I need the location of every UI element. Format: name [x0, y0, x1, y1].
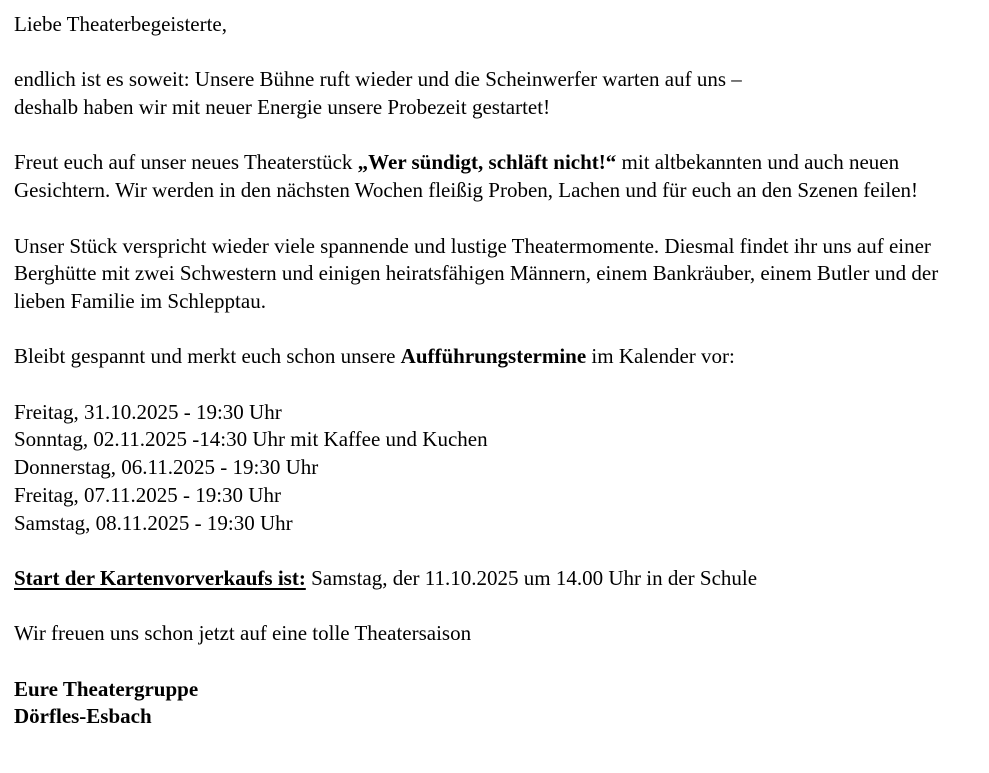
date-item: Samstag, 08.11.2025 - 19:30 Uhr — [14, 510, 293, 535]
dates-intro-suffix: im Kalender vor: — [586, 344, 735, 369]
signature-line-1: Eure Theatergruppe — [14, 676, 199, 701]
dates-intro-paragraph — [14, 343, 979, 371]
greeting-text: Liebe Theaterbegeisterte, — [14, 12, 227, 36]
play-paragraph — [14, 149, 979, 204]
play-suffix: mit altbekannten und auch neuen Gesichtern. Wir werden in den nächsten Wochen fleißig Proben, Lachen und für euch an den Szenen feilen! — [14, 150, 919, 203]
date-item: Donnerstag, 06.11.2025 - 19:30 Uhr — [14, 455, 319, 480]
signature — [14, 676, 979, 731]
date-item: Sonntag, 02.11.2025 -14:30 Uhr mit Kaffee und Kuchen — [14, 427, 488, 452]
date-item: Freitag, 07.11.2025 - 19:30 Uhr — [14, 482, 281, 507]
presale-label: Start der Kartenvorverkaufs ist: — [14, 565, 306, 590]
play-title: „Wer sündigt, schläft nicht!“ — [357, 150, 617, 175]
dates-list — [14, 399, 979, 538]
description-paragraph: Unser Stück verspricht wieder viele spannende und lustige Theatermomente. Diesmal findet ihr uns auf einer Berghütte mit zwei Schwestern und einigen heiratsfähigen Männern, einem Bankräuber, einem Butler und der lieben Familie im Schlepptau. — [14, 233, 939, 313]
signature-line-2: Dörfles-Esbach — [14, 704, 152, 729]
intro-paragraph — [14, 66, 979, 121]
intro-line-1: endlich ist es soweit: Unsere Bühne ruft wieder und die Scheinwerfer warten auf uns – — [14, 67, 742, 92]
date-item: Freitag, 31.10.2025 - 19:30 Uhr — [14, 399, 282, 424]
presale-paragraph — [14, 565, 979, 593]
dates-intro-prefix: Bleibt gespannt und merkt euch schon unsere — [14, 344, 401, 369]
letter-document — [14, 11, 979, 759]
presale-text: Samstag, der 11.10.2025 um 14.00 Uhr in der Schule — [305, 565, 758, 590]
dates-intro-bold: Aufführungstermine — [400, 344, 587, 369]
play-prefix: Freut euch auf unser neues Theaterstück — [14, 150, 358, 175]
greeting — [14, 11, 979, 39]
closing-paragraph: Wir freuen uns schon jetzt auf eine tolle Theatersaison — [14, 621, 472, 646]
intro-line-2: deshalb haben wir mit neuer Energie unsere Probezeit gestartet! — [14, 95, 551, 120]
